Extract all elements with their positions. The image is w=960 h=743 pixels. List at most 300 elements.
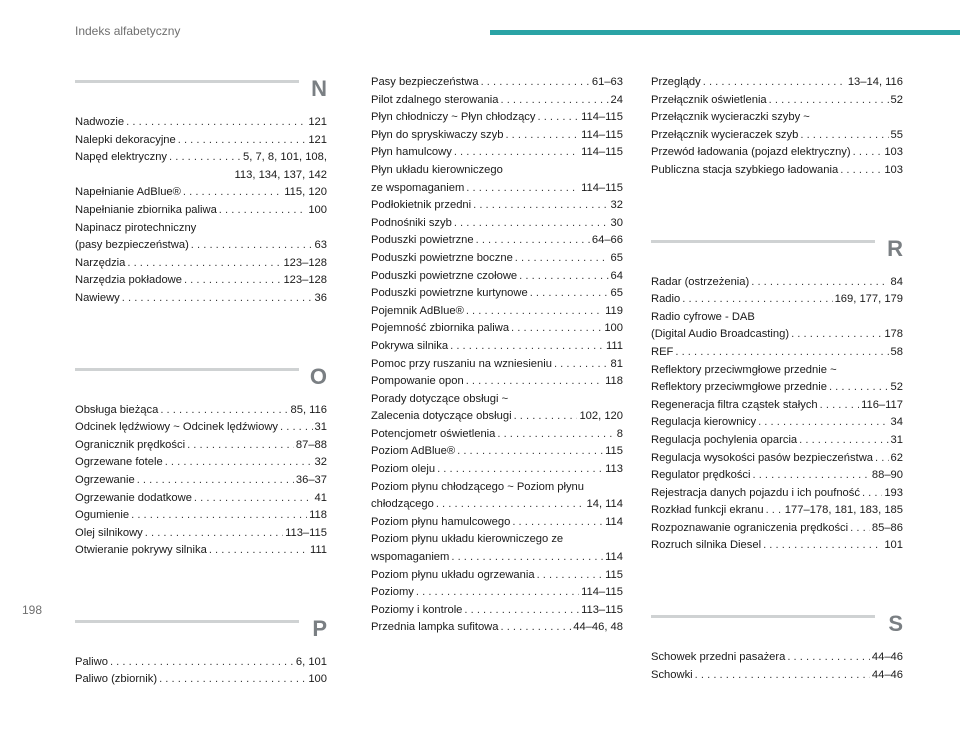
leader-dots: [127, 255, 281, 273]
entry-pages[interactable]: 114–115: [581, 128, 623, 141]
entry-term: Przednia lampka sufitowa: [371, 621, 499, 634]
index-entry: [371, 285, 623, 303]
leader-dots: [787, 649, 870, 667]
entry-term: Poziom płynu układu kierowniczego ze: [371, 533, 564, 546]
entry-pages[interactable]: 44–46: [871, 668, 903, 681]
index-entry: [75, 202, 327, 220]
entry-pages[interactable]: 24: [610, 93, 623, 106]
entry-term: REF: [651, 345, 674, 358]
entry-term: Przełącznik wycieraczki szyby ~: [651, 111, 810, 124]
index-entry: [651, 667, 903, 685]
entry-pages[interactable]: 100: [308, 673, 327, 686]
section-header: [651, 609, 903, 639]
index-entry: [651, 109, 903, 144]
leader-dots: [501, 92, 609, 110]
leader-dots: [110, 654, 294, 672]
index-entry: [651, 450, 903, 468]
index-entry: [371, 268, 623, 286]
entry-pages[interactable]: 178: [884, 328, 903, 341]
entry-term: Płyn chłodniczy ~ Płyn chłodzący: [371, 111, 536, 124]
entry-pages[interactable]: 34: [890, 416, 903, 429]
entry-pages[interactable]: 177–178, 181, 183, 185: [784, 504, 903, 517]
index-entry: [651, 291, 903, 309]
section-rule: [75, 368, 299, 371]
entry-term: Rozruch silnika Diesel: [651, 539, 762, 552]
entry-term: Płyn hamulcowy: [371, 146, 452, 159]
entry-pages[interactable]: 115, 120: [284, 186, 327, 199]
entry-pages[interactable]: 88–90: [871, 469, 903, 482]
entry-term: Poduszki powietrzne czołowe: [371, 269, 518, 282]
leader-dots: [165, 454, 313, 472]
leader-dots: [183, 184, 282, 202]
entry-term: Poziom płynu układu ogrzewania: [371, 568, 535, 581]
entry-pages[interactable]: 115: [605, 445, 623, 458]
leader-dots: [122, 290, 313, 308]
entry-term: (pasy bezpieczeństwa): [75, 239, 189, 252]
entry-term: Otwieranie pokrywy silnika: [75, 544, 207, 557]
leader-dots: [799, 432, 888, 450]
entry-term: Obsługa bieżąca: [75, 403, 159, 416]
entry-pages[interactable]: 116–117: [861, 398, 903, 411]
leader-dots: [537, 109, 579, 127]
section-letter: P: [312, 615, 327, 641]
entry-term: Podłokietnik przedni: [371, 199, 472, 212]
index-entry: [371, 391, 623, 426]
index-entry: [651, 467, 903, 485]
index-entry: [75, 290, 327, 308]
entry-pages[interactable]: 64–66: [591, 234, 623, 247]
index-entry: [651, 309, 903, 344]
section-rule: [75, 620, 299, 623]
section-rule: [651, 615, 875, 618]
entry-pages[interactable]: 8: [616, 427, 623, 440]
index-entry: [75, 255, 327, 273]
entry-pages[interactable]: 52: [890, 381, 903, 394]
index-entry: [371, 74, 623, 92]
entry-term: Ogrzewanie: [75, 473, 135, 486]
leader-dots: [675, 344, 888, 362]
index-entry: [75, 671, 327, 689]
leader-dots: [829, 379, 889, 397]
entry-pages[interactable]: 113–115: [285, 526, 327, 539]
entry-pages[interactable]: 119: [605, 304, 623, 317]
entry-pages[interactable]: 123–128: [283, 256, 327, 269]
entry-pages[interactable]: 62: [890, 451, 903, 464]
leader-dots: [505, 127, 579, 145]
section-header: [75, 362, 327, 392]
leader-dots: [464, 602, 579, 620]
index-entry: [75, 184, 327, 202]
entry-pages[interactable]: 111: [605, 339, 623, 352]
leader-dots: [457, 443, 603, 461]
index-entry: [371, 602, 623, 620]
index-entry: [371, 127, 623, 145]
leader-dots: [500, 619, 571, 637]
leader-dots: [191, 237, 313, 255]
entry-pages[interactable]: 63: [314, 239, 327, 252]
entry-pages[interactable]: 121: [308, 116, 327, 128]
leader-dots: [178, 132, 307, 150]
leader-dots: [126, 114, 306, 132]
entry-term: Przełącznik oświetlenia: [651, 93, 767, 106]
section-header: [651, 234, 903, 264]
index-entry: [371, 514, 623, 532]
leader-dots: [476, 232, 590, 250]
leader-dots: [137, 472, 294, 490]
index-section-n: [75, 74, 327, 308]
index-entry: [75, 149, 327, 184]
entry-pages[interactable]: 52: [890, 93, 903, 106]
index-entry: [75, 525, 327, 543]
entry-term: (Digital Audio Broadcasting): [651, 328, 790, 341]
leader-dots: [682, 291, 832, 309]
entry-pages[interactable]: 114: [605, 515, 623, 528]
entry-term: Poziom oleju: [371, 463, 436, 476]
entry-pages[interactable]: 5, 7, 8, 101, 108,: [243, 151, 327, 164]
index-entry: [371, 584, 623, 602]
entry-pages[interactable]: 101: [884, 539, 903, 552]
leader-dots: [194, 490, 313, 508]
entry-term: Poziom płynu chłodzącego ~ Poziom płynu: [371, 480, 584, 493]
entry-term: Schowki: [651, 668, 693, 681]
leader-dots: [515, 250, 609, 268]
entry-term: Potencjometr oświetlenia: [371, 427, 496, 440]
entry-pages[interactable]: 123–128: [283, 274, 327, 287]
section-letter: O: [309, 363, 327, 389]
leader-dots: [454, 144, 579, 162]
entry-term: Rozpoznawanie ograniczenia prędkości: [651, 521, 849, 534]
entry-term: Radar (ostrzeżenia): [651, 275, 750, 288]
leader-dots: [466, 180, 579, 198]
entry-pages[interactable]: 114–115: [581, 111, 623, 124]
leader-dots: [160, 402, 288, 420]
leader-dots: [791, 326, 882, 344]
entry-pages[interactable]: 65: [610, 287, 623, 300]
entry-pages[interactable]: 81: [610, 357, 623, 370]
entry-pages-continued[interactable]: 113, 134, 137, 142: [234, 168, 327, 181]
index-entry: [651, 649, 903, 667]
index-entry: [371, 320, 623, 338]
leader-dots: [554, 356, 609, 374]
entry-pages[interactable]: 111: [309, 544, 327, 557]
index-column-3: [651, 74, 903, 738]
entry-pages[interactable]: 114: [605, 551, 623, 564]
leader-dots: [511, 320, 602, 338]
section-header: [75, 614, 327, 644]
leader-dots: [751, 274, 888, 292]
entry-term: Pokrywa silnika: [371, 339, 449, 352]
entry-pages[interactable]: 58: [890, 345, 903, 358]
entry-term: Pilot zdalnego sterowania: [371, 93, 499, 106]
entry-pages[interactable]: 103: [884, 163, 903, 176]
index-entry: [371, 162, 623, 197]
leader-dots: [537, 567, 604, 585]
entry-term: Poziom płynu hamulcowego: [371, 515, 511, 528]
entry-term: Poziomy: [371, 586, 414, 599]
entry-pages[interactable]: 64: [610, 269, 623, 282]
leader-dots: [416, 584, 579, 602]
entry-term: Schowek przedni pasażera: [651, 651, 786, 664]
entry-pages[interactable]: 114–115: [581, 146, 623, 159]
leader-dots: [512, 514, 603, 532]
leader-dots: [187, 437, 294, 455]
entry-term: Odcinek lędźwiowy ~ Odcinek lędźwiowy: [75, 421, 279, 434]
section-header: [75, 74, 327, 104]
entry-term: Regulator prędkości: [651, 469, 751, 482]
index-entry: [371, 373, 623, 391]
index-entry: [371, 144, 623, 162]
leader-dots: [184, 272, 281, 290]
entry-term: Nalepki dekoracyjne: [75, 133, 176, 146]
entry-pages[interactable]: 114–115: [581, 181, 623, 194]
index-entry: [371, 531, 623, 566]
entry-pages[interactable]: 85, 116: [290, 403, 327, 416]
entry-pages[interactable]: 61–63: [591, 76, 623, 88]
index-section-s: [651, 609, 903, 684]
entry-pages[interactable]: 113–115: [581, 603, 623, 616]
leader-dots: [451, 549, 603, 567]
entry-term: Regeneracja filtra cząstek stałych: [651, 398, 818, 411]
index-entry: [371, 109, 623, 127]
page-number: 198: [22, 603, 43, 617]
entry-pages[interactable]: 55: [890, 128, 903, 141]
entry-term: Rozkład funkcji ekranu: [651, 504, 764, 517]
section-rule: [75, 80, 299, 83]
leader-dots: [766, 502, 783, 520]
index-entry: [75, 490, 327, 508]
entry-pages[interactable]: 14, 114: [586, 498, 623, 511]
entry-term: Przeglądy: [651, 76, 701, 88]
index-section-o: [75, 362, 327, 560]
leader-dots: [758, 414, 888, 432]
entry-pages[interactable]: 87–88: [295, 438, 327, 451]
entry-term: ze wspomaganiem: [371, 181, 465, 194]
entry-term: Pomoc przy ruszaniu na wzniesieniu: [371, 357, 552, 370]
leader-dots: [530, 285, 609, 303]
entry-pages[interactable]: 36: [314, 291, 327, 304]
entry-pages[interactable]: 118: [605, 375, 623, 388]
index-entry: [651, 520, 903, 538]
index-entry: [75, 507, 327, 525]
entry-pages[interactable]: 100: [604, 322, 623, 335]
entry-term: Rejestracja danych pojazdu i ich poufność: [651, 486, 860, 499]
leader-dots: [280, 419, 313, 437]
index-entry: [651, 397, 903, 415]
entry-term: Poduszki powietrzne kurtynowe: [371, 287, 528, 300]
entry-term: Przełącznik wycieraczek szyb: [651, 128, 799, 141]
index-entry: [75, 437, 327, 455]
index-entry: [371, 461, 623, 479]
entry-term: Poduszki powietrzne: [371, 234, 474, 247]
entry-term: Zalecenia dotyczące obsługi: [371, 410, 512, 423]
index-entry: [75, 220, 327, 255]
entry-term: Płyn układu kierowniczego: [371, 163, 503, 176]
entry-pages[interactable]: 121: [308, 133, 327, 146]
leader-dots: [209, 542, 308, 560]
leader-dots: [145, 525, 283, 543]
index-entry: [371, 215, 623, 233]
entry-term: wspomaganiem: [371, 551, 450, 564]
entry-term: Narzędzia pokładowe: [75, 274, 182, 287]
entry-pages[interactable]: 115: [605, 568, 623, 581]
entry-term: Narzędzia: [75, 256, 126, 269]
entry-term: Poziom AdBlue®: [371, 445, 456, 458]
index-entry: [371, 619, 623, 637]
index-entry: [651, 274, 903, 292]
index-entry: [651, 537, 903, 555]
entry-term: Napinacz pirotechniczny: [75, 221, 197, 234]
entry-pages[interactable]: 169, 177, 179: [834, 293, 903, 306]
section-rule: [651, 240, 875, 243]
index-entry: [371, 232, 623, 250]
leader-dots: [753, 467, 870, 485]
index-entry: [75, 542, 327, 560]
entry-pages[interactable]: 44–46, 48: [573, 621, 623, 634]
entry-term: Nawiewy: [75, 291, 120, 304]
entry-pages[interactable]: 85–86: [871, 521, 903, 534]
leader-dots: [219, 202, 307, 220]
leader-dots: [695, 667, 870, 685]
index-entry: [371, 479, 623, 514]
entry-pages[interactable]: 36–37: [295, 473, 327, 486]
entry-term: Nadwozie: [75, 116, 125, 128]
index-entry: [75, 402, 327, 420]
leader-dots: [436, 496, 585, 514]
leader-dots: [703, 74, 846, 92]
entry-pages[interactable]: 30: [610, 216, 623, 229]
leader-dots: [473, 197, 608, 215]
index-entry: [651, 432, 903, 450]
index-section-continued: [651, 74, 903, 180]
index-column-1: [75, 74, 327, 743]
index-entry: [371, 303, 623, 321]
entry-term: Podnośniki szyb: [371, 216, 452, 229]
section-letter: S: [888, 611, 903, 637]
entry-pages[interactable]: 32: [314, 456, 327, 469]
leader-dots: [131, 507, 307, 525]
entry-pages[interactable]: 31: [314, 421, 327, 434]
entry-term: Porady dotyczące obsługi ~: [371, 392, 509, 405]
entry-pages[interactable]: 103: [884, 146, 903, 159]
leader-dots: [850, 520, 870, 538]
entry-pages[interactable]: 113: [605, 463, 623, 476]
leader-dots: [769, 92, 889, 110]
leader-dots: [800, 127, 888, 145]
entry-term: Reflektory przeciwmgłowe przednie: [651, 381, 827, 394]
entry-term: Olej silnikowy: [75, 526, 143, 539]
leader-dots: [862, 485, 882, 503]
index-section-r: [651, 234, 903, 556]
leader-dots: [466, 373, 603, 391]
leader-dots: [820, 397, 859, 415]
index-entry: [75, 114, 327, 132]
index-entry: [651, 162, 903, 180]
entry-term: Przewód ładowania (pojazd elektryczny): [651, 146, 851, 159]
leader-dots: [763, 537, 882, 555]
entry-term: Pasy bezpieczeństwa: [371, 76, 479, 88]
leader-dots: [481, 74, 590, 92]
index-entry: [651, 485, 903, 503]
entry-pages[interactable]: 13–14, 116: [847, 76, 903, 88]
index-entry: [651, 362, 903, 397]
index-entry: [651, 502, 903, 520]
index-entry: [371, 356, 623, 374]
entry-pages[interactable]: 41: [314, 491, 327, 504]
index-entry: [75, 419, 327, 437]
entry-term: Publiczna stacja szybkiego ładowania: [651, 163, 839, 176]
index-entry: [371, 92, 623, 110]
index-entry: [371, 426, 623, 444]
index-section-p: [75, 614, 327, 689]
entry-pages[interactable]: 114–115: [581, 586, 623, 599]
leader-dots: [169, 149, 241, 167]
index-entry: [651, 92, 903, 110]
index-entry: [75, 472, 327, 490]
header-accent-bar: [490, 30, 960, 35]
index-entry: [75, 132, 327, 150]
entry-term: Pojemność zbiornika paliwa: [371, 322, 510, 335]
entry-pages[interactable]: 193: [884, 486, 903, 499]
leader-dots: [514, 408, 578, 426]
entry-pages[interactable]: 102, 120: [579, 410, 623, 423]
running-header-title: Indeks alfabetyczny: [75, 24, 181, 38]
entry-term: Regulacja pochylenia oparcia: [651, 433, 798, 446]
entry-pages[interactable]: 44–46: [871, 651, 903, 664]
leader-dots: [853, 144, 883, 162]
index-entry: [651, 344, 903, 362]
leader-dots: [454, 215, 609, 233]
entry-term: Poduszki powietrzne boczne: [371, 251, 513, 264]
index-entry: [371, 250, 623, 268]
index-entry: [651, 74, 903, 92]
entry-term: Pojemnik AdBlue®: [371, 304, 464, 317]
index-entry: [75, 272, 327, 290]
entry-term: Regulacja kierownicy: [651, 416, 757, 429]
entry-pages[interactable]: 31: [890, 433, 903, 446]
entry-pages[interactable]: 6, 101: [295, 655, 327, 668]
entry-term: Napełnianie zbiornika paliwa: [75, 203, 217, 216]
entry-term: Ogranicznik prędkości: [75, 438, 186, 451]
entry-term: chłodzącego: [371, 498, 434, 511]
index-entry: [371, 338, 623, 356]
entry-term: Regulacja wysokości pasów bezpieczeństwa: [651, 451, 873, 464]
entry-term: Poziomy i kontrole: [371, 603, 463, 616]
entry-term: Płyn do spryskiwaczy szyb: [371, 128, 504, 141]
section-letter: N: [311, 76, 327, 101]
entry-term: Ogrzewane fotele: [75, 456, 163, 469]
section-letter: R: [887, 235, 903, 261]
entry-pages[interactable]: 65: [610, 251, 623, 264]
index-entry: [75, 654, 327, 672]
index-entry: [75, 454, 327, 472]
leader-dots: [159, 671, 306, 689]
index-section-continued: [371, 74, 623, 637]
entry-term: Radio: [651, 293, 681, 306]
entry-term: Ogumienie: [75, 509, 130, 522]
entry-term: Radio cyfrowe - DAB: [651, 310, 755, 323]
entry-term: Paliwo: [75, 655, 108, 668]
leader-dots: [437, 461, 603, 479]
entry-pages[interactable]: 32: [610, 199, 623, 212]
entry-pages[interactable]: 100: [308, 203, 327, 216]
leader-dots: [840, 162, 882, 180]
entry-pages[interactable]: 118: [309, 509, 327, 522]
leader-dots: [519, 268, 608, 286]
index-entry: [371, 567, 623, 585]
entry-pages[interactable]: 84: [890, 275, 903, 288]
entry-term: Pompowanie opon: [371, 375, 464, 388]
leader-dots: [450, 338, 604, 356]
